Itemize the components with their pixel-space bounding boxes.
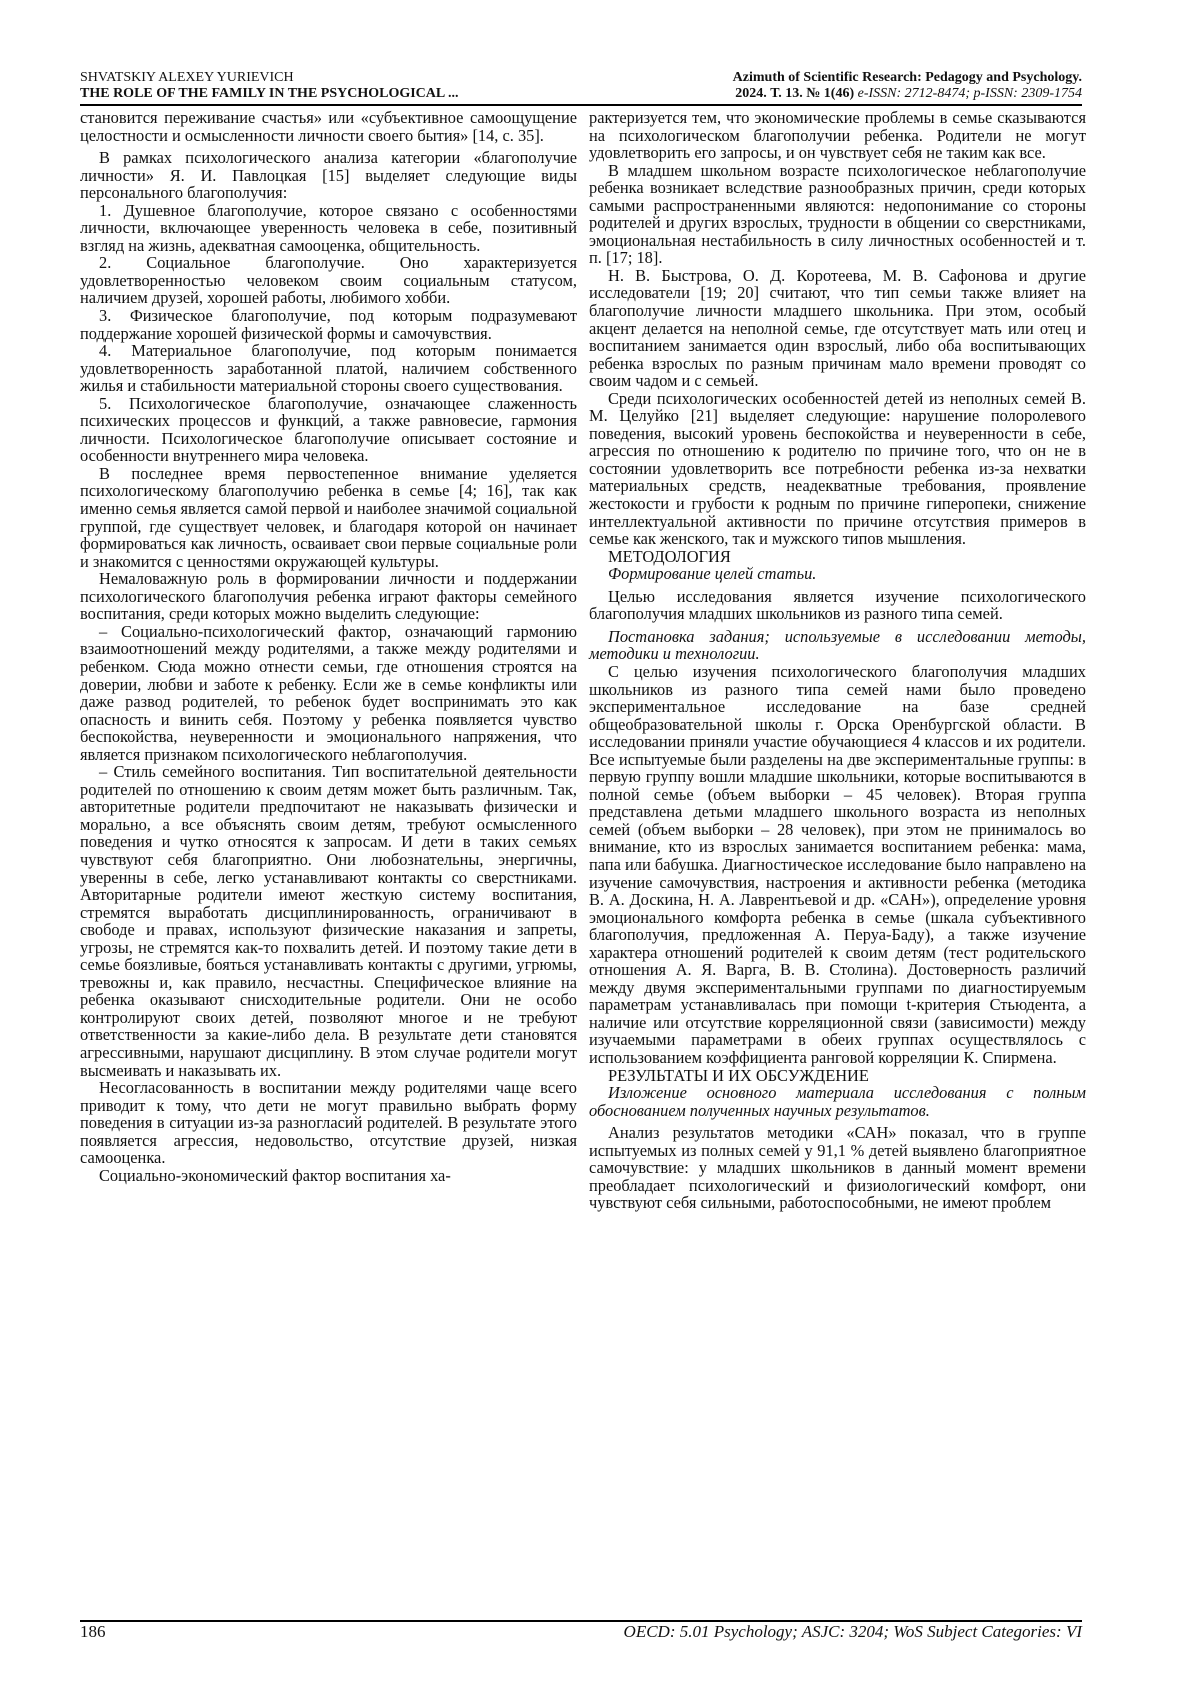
paragraph: 5. Психологическое благополучие, означающее слаженность психических процессов и функций, а также равновесие, гармония личности. Психологическое благополучие описывает состояние и особенности внутреннего мира человека. [80, 393, 577, 466]
paragraph: Среди психологических особенностей детей из неполных семей В. М. Целуйко [21] выделяет следующие: нарушение полоролевого поведения, высокий уровень беспокойства и неуверенности в себе, агрессия по отношению к родителю по причине того, что он не в состоянии удовлетворить все потребности ребенка из-за нехватки материальных средств, неадекватные требования, проявление жестокости и грубости к родным по причине гиперопеки, снижение интеллектуальной активности по причине отсутствия примеров в семье как женского, так и мужского типов мышления. [589, 388, 1086, 549]
author-name: SHVATSKIY ALEXEY YURIEVICH [80, 70, 294, 85]
paragraph: 3. Физическое благополучие, под которым подразумевают поддержание хорошей физической формы и самочувствия. [80, 306, 577, 343]
right-column [589, 109, 1086, 1212]
page-number: 186 [80, 1622, 106, 1641]
journal-issn: e-ISSN: 2712-8474; p-ISSN: 2309-1754 [857, 86, 1082, 101]
paragraph: Немаловажную роль в формировании личности и поддержании психологического благополучия ребенка играют факторы семейного воспитания, среди которых можно выделить следующие: [80, 569, 577, 624]
paragraph: рактеризуется тем, что экономические проблемы в семье сказываются на психологическом благополучии ребенка. Родители не могут удовлетворить его запросы, и он чувствует себя не таким как все. [589, 108, 1086, 163]
task-text: С целью изучения психологического благополучия младших школьников из разного типа семей нами было проведено экспериментальное исследование на базе средней общеобразовательной школы г. Орска Оренбургской области. В исследовании приняли участие обучающиеся 4 классов и их родители. Все испытуемые были разделены на две экспериментальные группы: в первую группу вошли младшие школьники, которые воспитываются в полной семье (объем выборки – 45 человек). Вторая группа представлена детьми младшего школьного возраста из неполных семей (объем выборки – 28 человек), при этом не принималось во внимание, кто из взрослых занимается воспитанием ребенка: мама, папа или бабушка. Диагностическое исследование было направлено на изучение самочувствия, настроения и активности ребенка (методика В. А. Доскина, Н. А. Лаврентьевой и др. «САН»), определение уровня эмоционального комфорта ребенка в семье (шкала субъективного благополучия, предложенная А. Перуа-Баду), а также изучение характера отношений родителей к своим детям (тест родительского отношения А. Я. Варга, В. В. Столина). Достоверность различий между двумя экспериментальными группами по диагностируемым параметрам устанавливалась при помощи t-критерия Стьюдента, а наличие или отсутствие корреляционной связи (зависимости) между изучаемыми параметрами в обеих группах осуществлялось с использованием коэффициента ранговой корреляции К. Спирмена. [589, 661, 1086, 1067]
subject-classification: OECD: 5.01 Psychology; ASJC: 3204; WoS Subject Categories: VI [623, 1622, 1082, 1641]
journal-name: Azimuth of Scientific Research: Pedagogy and Psychology. [732, 70, 1082, 85]
running-header-left [80, 70, 600, 102]
paragraph: Несогласованность в воспитании между родителями чаще всего приводит к тому, что дети не могут правильно выбрать форму поведения в ситуации из-за разногласий родителей. В результате этого появляется агрессия, недовольство, отсутствие друзей, низкая самооценка. [80, 1078, 577, 1168]
results-heading: РЕЗУЛЬТАТЫ И ИХ ОБСУЖДЕНИЕ [608, 1065, 869, 1085]
journal-issue-line [562, 86, 1082, 102]
paragraph: 1. Душевное благополучие, которое связано с особенностями личности, включающее уверенность человека в себе, позитивный взгляд на жизнь, адекватная самооценка, общительность. [80, 200, 577, 255]
results-text: Анализ результатов методики «САН» показал, что в группе испытуемых из полных семей у 91,1 % детей выявлено благоприятное самочувствие: у младших школьников в данный момент времени преобладает психологический и физиологический комфорт, они чувствуют себя сильными, работоспособными, не имеют проблем [589, 1123, 1086, 1213]
paragraph: становится переживание счастья» или «субъективное самоощущение целостности и осмысленности личности своего бытия» [14, с. 35]. [80, 108, 577, 145]
paragraph: В младшем школьном возрасте психологическое неблагополучие ребенка возникает вследствие разнообразных причин, среди которых самыми распространенными являются: недопонимание со стороны родителей и других взрослых, трудности в общении со сверстниками, эмоциональная нестабильность в силу личностных особенностей и т. п. [17; 18]. [589, 160, 1086, 268]
right-intro [589, 109, 1086, 548]
paragraph: Социально-экономический фактор воспитания ха- [99, 1165, 451, 1185]
paragraph: 4. Материальное благополучие, под которым понимается удовлетворенность заработанной платой, наличием собственного жилья и стабильности материальной стороны своего существования. [80, 341, 577, 396]
methodology-goal: Целью исследования является изучение психологического благополучия младших школьников из разного типа семей. [589, 586, 1086, 624]
paragraph: – Стиль семейного воспитания. Тип воспитательной деятельности родителей по отношению к своим детям может быть различным. Так, авторитетные родители предпочитают не наказывать физически и морально, а все объяснять своим детям, требуют осмысленного поведения и чутко относятся к запросам. И дети в таких семьях чувствуют себя благоприятно. Они любознательны, энергичны, уверенны в себе, легко устанавливают контакты со сверстниками. Авторитарные родители имеют жесткую систему воспитания, стремятся выработать дисциплинированность, ограничивают в свободе и правах, используют физические наказания и запреты, угрозы, не стремятся как-то похвалить детей. И поэтому такие дети в семье боязливые, бояться устанавливать контакты с другими, угрюмы, тревожны и, как правило, несчастны. Специфическое влияние на ребенка оказывают снисходительные родители. Они не особо контролируют своих детей, позволяют многое и не требуют ответственности за какие-либо дела. В результате дети становятся агрессивными, нарушают дисциплину. В этом случае родители могут высмеивать и наказывать их. [80, 762, 577, 1080]
paragraph: 2. Социальное благополучие. Оно характеризуется удовлетворенностью человеком своим социальным статусом, наличием друзей, хорошей работы, любимого хобби. [80, 253, 577, 308]
methodology-subheading: Формирование целей статьи. [608, 564, 817, 584]
paragraph: В рамках психологического анализа категории «благополучие личности» Я. И. Павлоцкая [15] выделяет следующие виды персонального благополучия: [80, 148, 577, 203]
running-header-right [562, 70, 1082, 102]
results-subheading: Изложение основного материала исследования с полным обоснованием полученных научных результатов. [589, 1083, 1086, 1120]
journal-issue: 2024. Т. 13. № 1(46) [735, 86, 855, 101]
paragraph: В последнее время первостепенное внимание уделяется психологическому благополучию ребенка в семье [4; 16], так как именно семья является самой первой и наиболее значимой социальной группой, где существует человек, и благодаря которой он начинает формироваться как личность, осваивает свои первые социальные роли и знакомится с ценностями окружающей культуры. [80, 463, 577, 571]
paragraph: – Социально-психологический фактор, означающий гармонию взаимоотношений между родителями, а также между родителями и ребенком. Сюда можно отнести семьи, где отношения строятся на доверии, любви и заботе к ребенку. Если же в семье конфликты или даже развод родителей, то ребенок будет воспринимать это как опасность и винить себя. Поэтому у ребенка появляется чувство беспокойства, неуверенности и эмоционального напряжения, что является признаком психологического неблагополучия. [80, 621, 577, 764]
article-title: THE ROLE OF THE FAMILY IN THE PSYCHOLOGICAL ... [80, 86, 459, 101]
methodology-heading: МЕТОДОЛОГИЯ [608, 546, 731, 566]
task-subheading: Постановка задания; используемые в исследовании методы, методики и технологии. [589, 626, 1086, 664]
header-rule [80, 104, 1082, 106]
left-column [80, 109, 577, 1184]
paragraph: Н. В. Быстрова, О. Д. Коротеева, М. В. Сафонова и другие исследователи [19; 20] считают, что тип семьи также влияет на благополучие личности младшего школьника. При этом, особый акцент делается на неполной семье, где отсутствует мать или отец и воспитанием занимается один взрослый, либо оба воспитывающих ребенка взрослых по разным причинам мало времени проводят со своим чадом и с семьей. [589, 265, 1086, 391]
